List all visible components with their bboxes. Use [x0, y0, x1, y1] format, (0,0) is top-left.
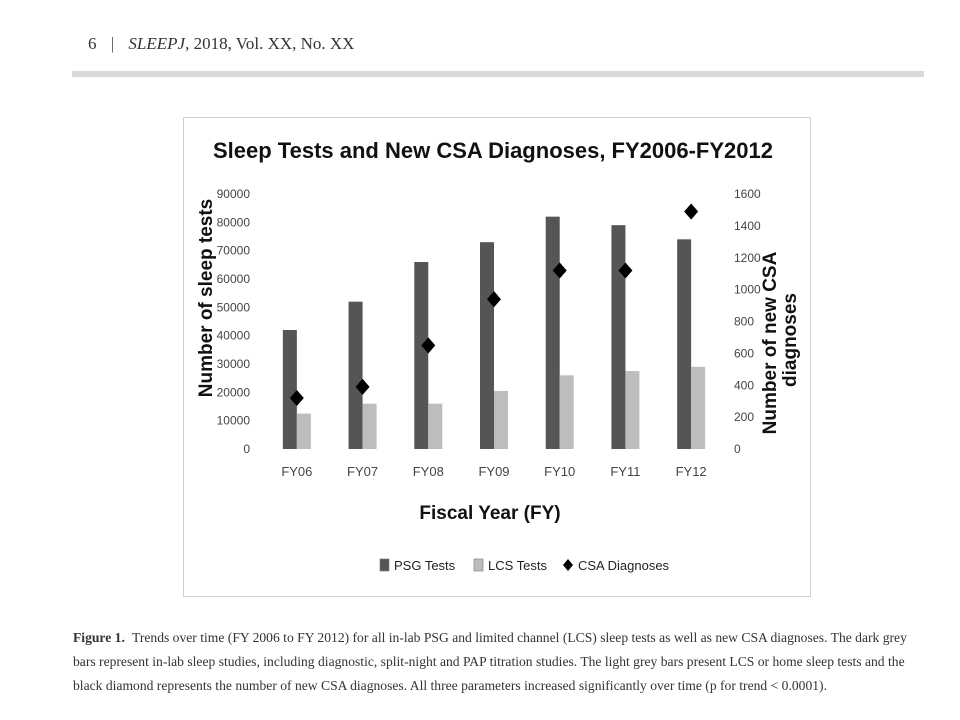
- y2-axis-label-line2: diagnoses: [780, 293, 801, 387]
- legend-diamond: [563, 559, 573, 571]
- y-tick-label: 10000: [216, 413, 250, 428]
- legend-swatch: [474, 559, 483, 571]
- psg-bar: [349, 302, 363, 449]
- x-tick-label: FY08: [412, 464, 444, 479]
- y2-tick-label: 1000: [734, 282, 761, 297]
- y-tick-label: 70000: [216, 243, 250, 258]
- psg-bar: [480, 242, 494, 449]
- psg-bar: [677, 239, 691, 449]
- plot-area: [217, 187, 761, 479]
- legend-label: LCS Tests: [488, 558, 548, 573]
- x-tick-label: FY07: [347, 464, 379, 479]
- y-tick-label: 0: [243, 442, 250, 456]
- y-tick-label: 30000: [216, 357, 250, 371]
- y2-tick-label: 0: [734, 442, 741, 456]
- y2-tick-label: 600: [734, 346, 755, 361]
- y-axis-label: Number of sleep tests: [196, 198, 217, 398]
- x-tick-label: FY06: [281, 464, 313, 479]
- y2-tick-label: 400: [734, 378, 755, 393]
- legend-swatch: [380, 559, 389, 571]
- y-tick-label: 20000: [216, 385, 250, 400]
- psg-bar: [283, 330, 297, 449]
- caption-text: Trends over time (FY 2006 to FY 2012) for all in-lab PSG and limited channel (LCS) sleep tests as well as new CSA diagnoses. The dark grey bars represent in-lab sleep studies, including diagnostic, split-night and PAP titration studies. The light grey bars present LCS or home sleep tests and the black diamond represents the number of new CSA diagnoses. All three parameters increased significantly over time (p for trend < 0.0001).: [73, 630, 907, 693]
- journal-name: SLEEPJ: [128, 34, 186, 53]
- y-tick-label: 50000: [216, 300, 250, 315]
- figure-caption: [73, 626, 928, 698]
- caption-label: Figure 1.: [73, 630, 125, 645]
- lcs-bar: [625, 371, 639, 449]
- y-tick-label: 40000: [216, 328, 250, 343]
- lcs-bar: [560, 375, 574, 449]
- chart-title: Sleep Tests and New CSA Diagnoses, FY2006-FY2012: [213, 138, 773, 163]
- x-tick-label: FY11: [610, 464, 641, 479]
- journal-citation: , 2018, Vol. XX, No. XX: [185, 34, 355, 53]
- psg-bar: [611, 225, 625, 449]
- y-tick-label: 80000: [216, 215, 250, 230]
- y2-tick-label: 200: [734, 410, 755, 425]
- legend-label: CSA Diagnoses: [578, 558, 670, 573]
- x-tick-label: FY12: [675, 464, 707, 479]
- y2-axis-label-line1: Number of new CSA: [760, 251, 781, 435]
- y2-tick-label: 1600: [734, 187, 761, 201]
- x-axis-label: Fiscal Year (FY): [419, 503, 561, 524]
- legend-label: PSG Tests: [394, 558, 456, 573]
- y2-tick-label: 1400: [734, 218, 761, 233]
- psg-bar: [414, 262, 428, 449]
- chart-legend: [380, 558, 670, 573]
- x-tick-label: FY09: [478, 464, 510, 479]
- header-rule: [72, 71, 924, 77]
- y2-tick-label: 1200: [734, 250, 761, 265]
- figure-panel: [183, 117, 811, 597]
- lcs-bar: [297, 414, 311, 449]
- psg-bar: [546, 217, 560, 449]
- lcs-bar: [363, 404, 377, 449]
- header-separator: |: [110, 34, 115, 53]
- y-tick-label: 90000: [216, 187, 250, 201]
- y-tick-label: 60000: [216, 272, 250, 286]
- y2-tick-label: 800: [734, 314, 755, 329]
- chart-svg: [184, 118, 810, 596]
- x-tick-label: FY10: [544, 464, 576, 479]
- lcs-bar: [691, 367, 705, 449]
- page-number: 6: [88, 34, 97, 53]
- lcs-bar: [494, 391, 508, 449]
- lcs-bar: [428, 404, 442, 449]
- page-header: [88, 34, 354, 54]
- csa-diamond-marker: [684, 203, 698, 219]
